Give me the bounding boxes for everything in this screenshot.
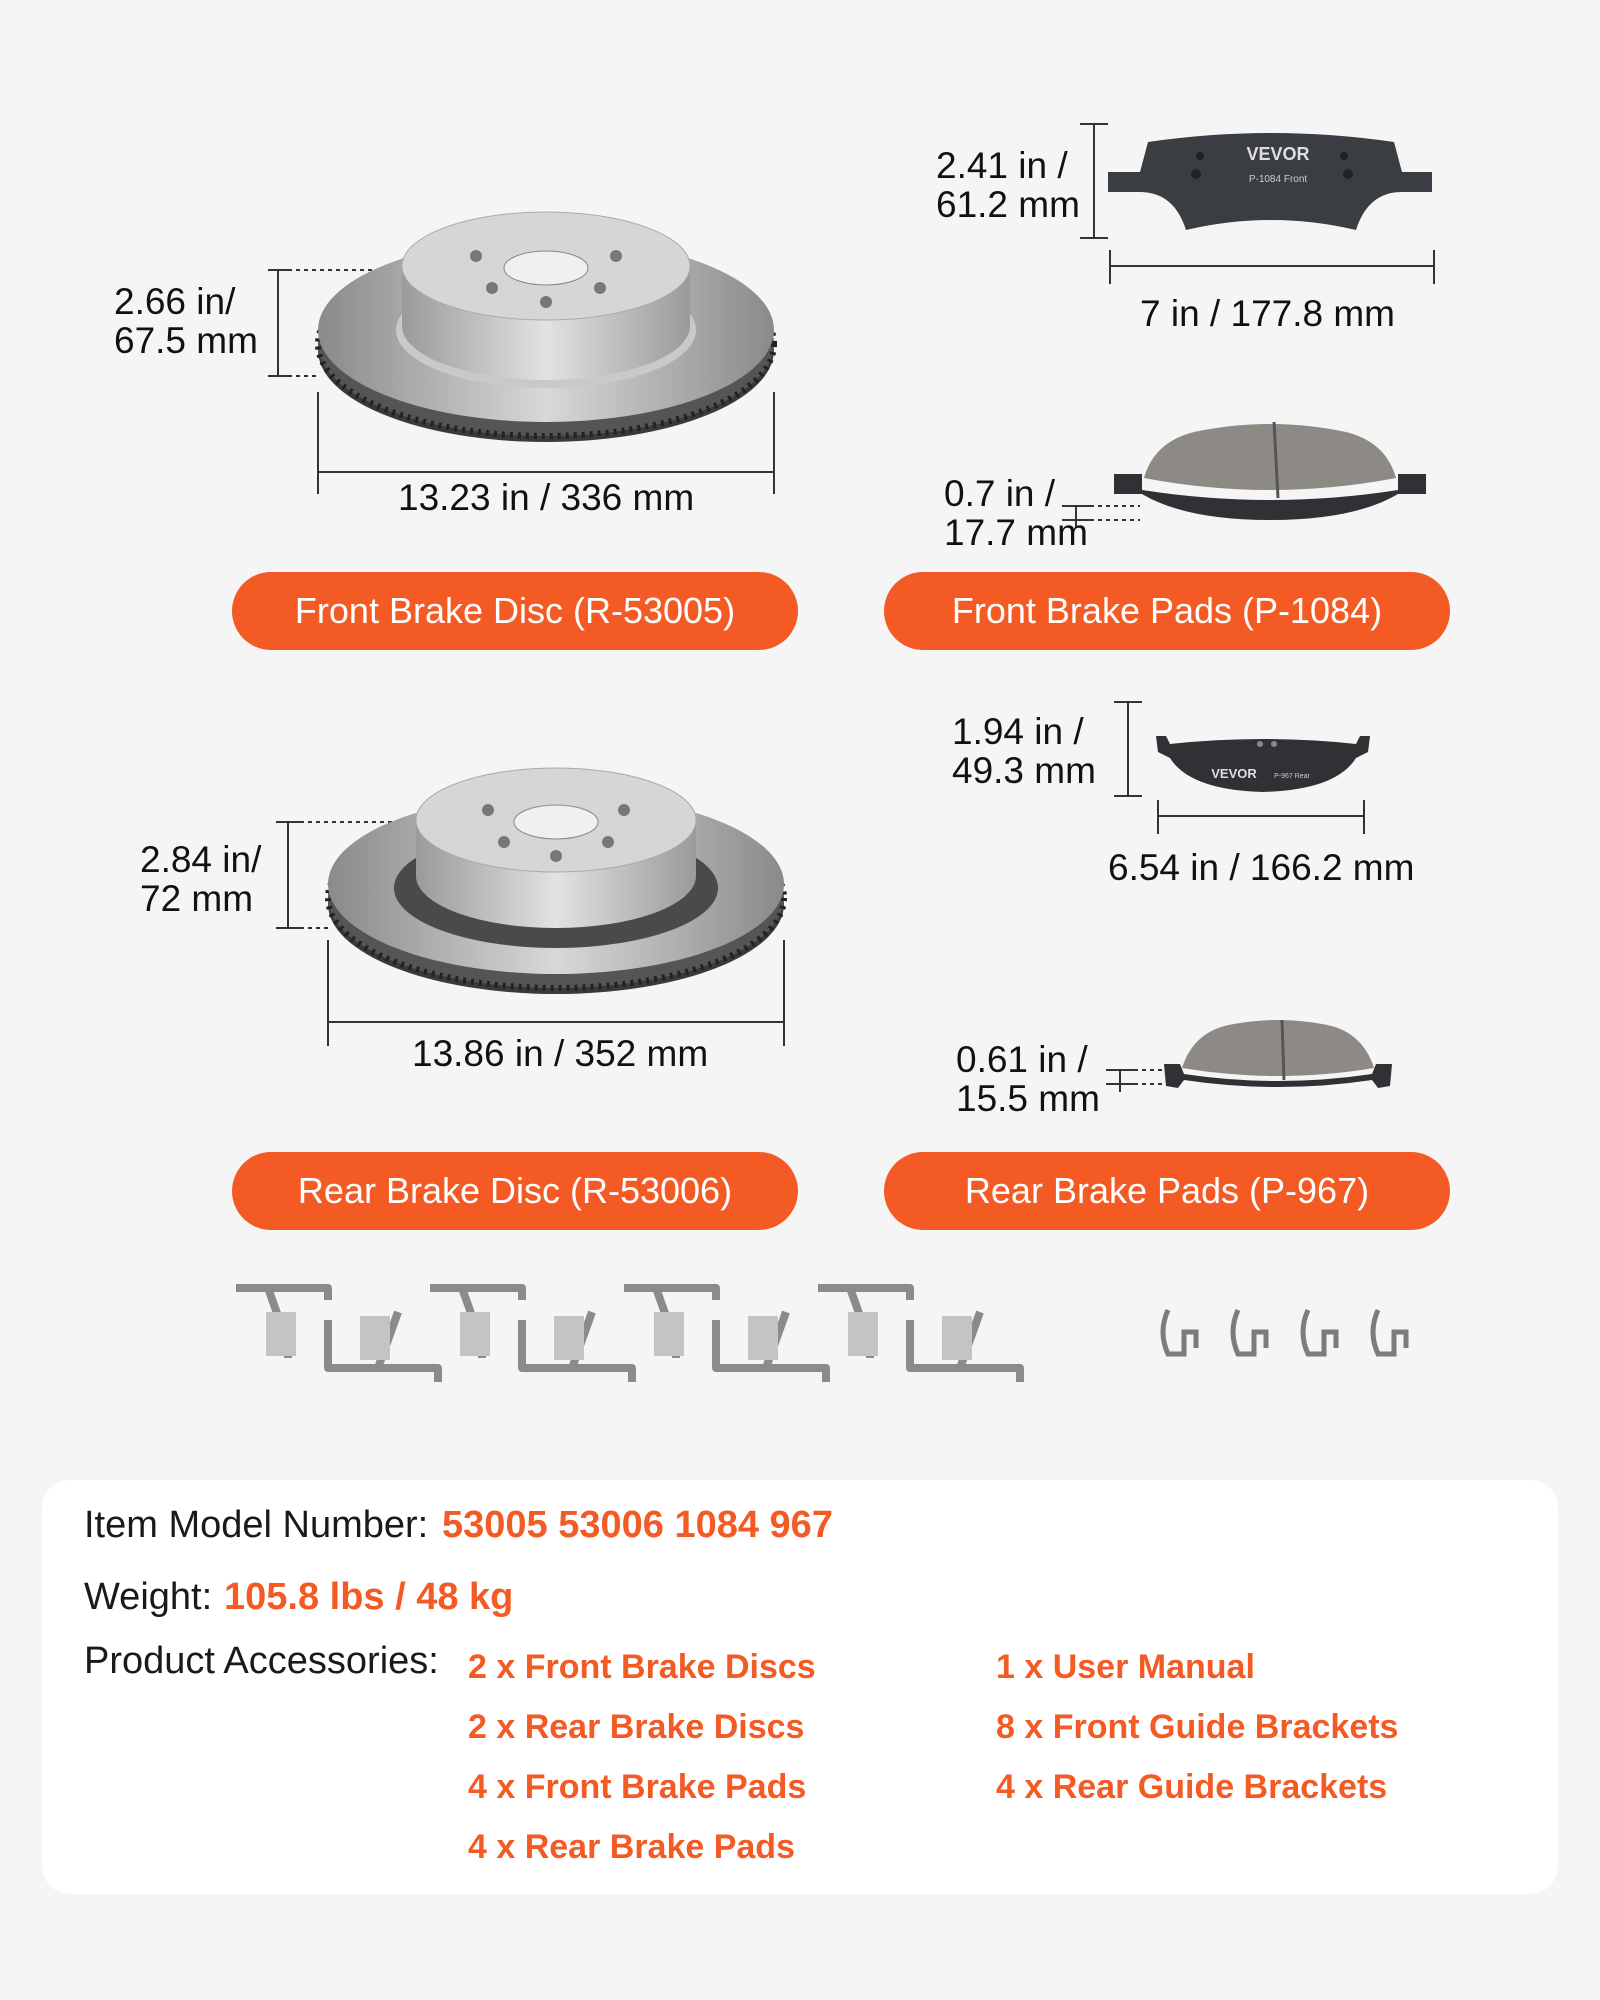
rear-brake-disc-badge: Rear Brake Disc (R-53006) — [232, 1152, 798, 1230]
front-brake-pads-badge: Front Brake Pads (P-1084) — [884, 572, 1450, 650]
accessory-item: 8 x Front Guide Brackets — [996, 1708, 1399, 1746]
front-disc-diameter-label: 13.23 in / 336 mm — [398, 477, 695, 518]
rear-brake-pads-badge: Rear Brake Pads (P-967) — [884, 1152, 1450, 1230]
rear-pads-width-label: 6.54 in / 166.2 mm — [1108, 847, 1415, 888]
front-disc-height-label: 2.66 in/ 67.5 mm — [114, 281, 258, 361]
model-number-label: Item Model Number: — [84, 1504, 429, 1546]
retaining-clips-image — [1156, 1302, 1416, 1366]
front-pads-thickness-label: 0.7 in / 17.7 mm — [944, 473, 1088, 553]
weight-value: 105.8 lbs / 48 kg — [224, 1576, 514, 1618]
accessory-item: 4 x Front Brake Pads — [468, 1768, 807, 1806]
rear-pads-height-label: 1.94 in / 49.3 mm — [952, 711, 1096, 791]
rear-disc-diameter-label: 13.86 in / 352 mm — [412, 1033, 709, 1074]
front-pads-height-label: 2.41 in / 61.2 mm — [936, 145, 1080, 225]
rear-disc-height-label: 2.84 in/ 72 mm — [140, 839, 262, 919]
front-pad-brand-logo: VEVOR — [1246, 144, 1310, 164]
accessory-item: 1 x User Manual — [996, 1648, 1255, 1686]
accessories-label: Product Accessories: — [84, 1640, 439, 1682]
weight-label: Weight: — [84, 1576, 213, 1618]
front-pad-stamp: P-1084 Front — [1248, 174, 1308, 185]
accessory-item: 2 x Rear Brake Discs — [468, 1708, 805, 1746]
rear-pads-thickness-label: 0.61 in / 15.5 mm — [956, 1039, 1100, 1119]
front-brake-disc-badge: Front Brake Disc (R-53005) — [232, 572, 798, 650]
accessory-item: 2 x Front Brake Discs — [468, 1648, 816, 1686]
guide-brackets-image — [228, 1272, 1090, 1392]
rear-pad-stamp: P-967 Rear — [1274, 773, 1310, 780]
front-pads-width-label: 7 in / 177.8 mm — [1140, 293, 1396, 334]
rear-brake-pad-top-image — [1156, 730, 1370, 794]
accessory-item: 4 x Rear Guide Brackets — [996, 1768, 1388, 1806]
accessory-item: 4 x Rear Brake Pads — [468, 1828, 795, 1866]
specifications-card — [42, 1480, 1558, 1894]
model-number-value: 53005 53006 1084 967 — [442, 1504, 833, 1546]
rear-pad-brand-logo: VEVOR — [1211, 766, 1257, 781]
rear-brake-pad-side-image — [1164, 1018, 1394, 1092]
